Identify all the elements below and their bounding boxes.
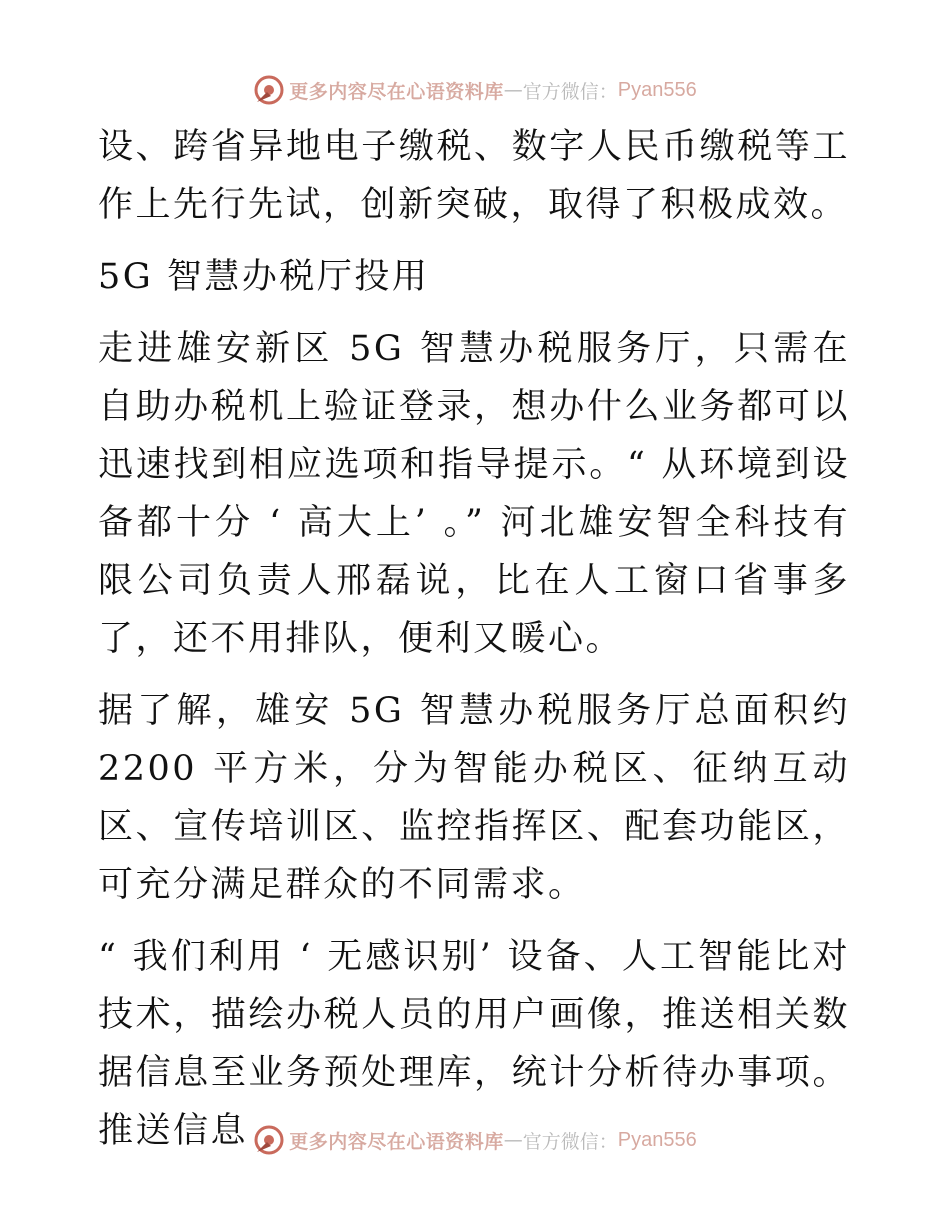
watermark-separator: — (503, 1129, 523, 1151)
watermark-separator: — (503, 79, 523, 101)
watermark-id: Pyan556 (617, 1128, 697, 1151)
pen-logo-icon (253, 74, 285, 106)
watermark-sub-text: 官方微信： (522, 1130, 618, 1153)
paragraph: 设、跨省异地电子缴税、数字人民币缴税等工作上先行先试，创新突破，取得了积极成效。 (98, 127, 850, 225)
watermark-main-text: 更多内容尽在心语资料库 (289, 80, 504, 103)
paragraph: 走进雄安新区 5G 智慧办税服务厅，只需在自助办税机上验证登录，想办什么业务都可以迅速找到相应选项和指导提示。“ 从环境到设备都十分 ‘ 高大上’ 。” 河北雄安智全科技有限公司负责人邢磊说，比在人工窗口省事多了，还不用排队，便利又暖心。 (98, 329, 850, 659)
paragraph: 据了解，雄安 5G 智慧办税服务厅总面积约 2200 平方米，分为智能办税区、征纳互动区、宣传培训区、监控指挥区、配套功能区，可充分满足群众的不同需求。 (98, 691, 850, 905)
header-watermark (0, 70, 950, 110)
watermark-sub-text: 官方微信： (522, 80, 618, 103)
watermark-main-text: 更多内容尽在心语资料库 (289, 1130, 504, 1153)
footer-watermark (0, 1120, 950, 1160)
section-heading: 5G 智慧办税厅投用 (98, 257, 430, 297)
paragraph: “ 我们利用 ‘ 无感识别’ 设备、人工智能比对技术，描绘办税人员的用户画像，推送相关数据信息至业务预处理库，统计分析待办事项。推送信息 (98, 937, 850, 1151)
document-body (98, 118, 850, 1174)
pen-logo-icon (253, 1124, 285, 1156)
watermark-id: Pyan556 (617, 78, 697, 101)
